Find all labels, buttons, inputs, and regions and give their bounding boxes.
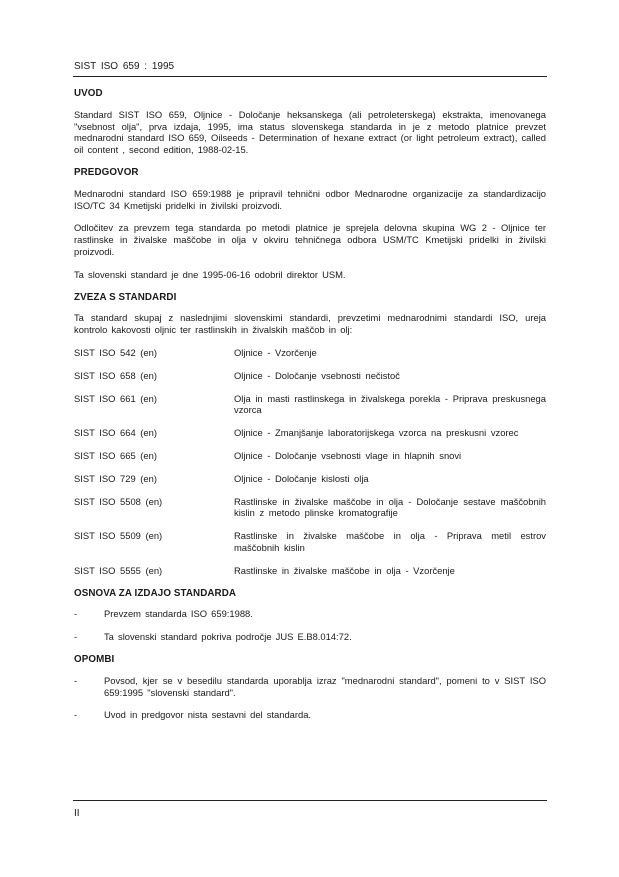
standard-row — [74, 450, 546, 462]
section-heading-osnova: OSNOVA ZA IZDAJO STANDARDA — [74, 587, 237, 599]
uvod-paragraph: Standard SIST ISO 659, Oljnice - Določanje heksanskega (ali petroleterskega) ekstrakta, imenovanega "vsebnost olja", prva izdaja, 1995, ima status slovenskega standarda in je z metodo platnice prevzet mednarodni standard ISO 659, Oilseeds - Determination of hexane extract (or light petroleum extract), called oil content , second edition, 1988-02-15. — [74, 108, 546, 156]
predgovor-paragraph: Ta slovenski standard je dne 1995-06-16 odobril direktor USM. — [74, 268, 346, 280]
standards-list — [74, 347, 546, 577]
standard-row — [74, 427, 546, 439]
list-item-text: Uvod in predgovor nista sestavni del standarda. — [104, 709, 312, 721]
standard-code: SIST ISO 5509 (en) — [74, 530, 163, 542]
bullet-dash: - — [74, 709, 78, 721]
list-item — [74, 631, 546, 643]
standard-title: Rastlinske in živalske maščobe in olja - Vzorčenje — [234, 564, 455, 576]
list-item-text: Ta slovenski standard pokriva področje JUS E.B8.014:72. — [104, 631, 352, 643]
section-heading-uvod: UVOD — [74, 88, 103, 99]
standard-row — [74, 565, 546, 577]
standard-row — [74, 347, 546, 359]
standard-title: Oljnice - Vzorčenje — [234, 346, 317, 358]
standard-title: Oljnice - Zmanjšanje laboratorijskega vzorca na preskusni vzorec — [234, 427, 519, 439]
bullet-dash: - — [74, 674, 78, 686]
predgovor-paragraph: Mednarodni standard ISO 659:1988 je pripravil tehnični odbor Mednarodne organizacije za standardizacijo ISO/TC 34 Kmetijski pridelki in živilski proizvodi. — [74, 187, 546, 211]
standard-code: SIST ISO 658 (en) — [74, 369, 157, 381]
predgovor-paragraph: Odločitev za prevzem tega standarda po metodi platnice je sprejela delovna skupina WG 2 - Oljnice ter rastlinske in živalske maščobe in olja v okviru tehničnega odbora USM/TC Kmetijski pridelki in živilski proizvodi. — [74, 222, 546, 257]
standard-code: SIST ISO 5555 (en) — [74, 564, 163, 576]
standard-code: SIST ISO 5508 (en) — [74, 495, 163, 507]
standard-code: SIST ISO 665 (en) — [74, 449, 157, 461]
footer-rule — [73, 800, 547, 801]
standard-row — [74, 473, 546, 485]
standard-code: SIST ISO 729 (en) — [74, 472, 157, 484]
standard-title: Oljnice - Določanje kislosti olja — [234, 472, 369, 484]
standard-title: Rastlinske in živalske maščobe in olja - Priprava metil estrov maščobnih kislin — [234, 530, 546, 553]
section-heading-zveza: ZVEZA S STANDARDI — [74, 291, 177, 303]
running-header: SIST ISO 659 : 1995 — [74, 61, 175, 72]
standard-row — [74, 530, 546, 554]
zveza-intro: Ta standard skupaj z naslednjimi slovenskimi standardi, prevzetimi mednarodnimi standardi ISO, ureja kontrolo kakovosti oljnic ter rastlinskih in živalskih maščob in olj: — [74, 312, 546, 336]
standard-row — [74, 496, 546, 520]
bullet-dash: - — [74, 631, 78, 643]
bullet-dash: - — [74, 608, 78, 620]
standard-title: Oljnice - Določanje vsebnosti vlage in hlapnih snovi — [234, 449, 462, 461]
list-item-text: Povsod, kjer se v besedilu standarda uporablja izraz "mednarodni standard", pomeni to v SIST ISO 659:1995 "slovenski standard". — [104, 674, 546, 698]
standard-title: Rastlinske in živalske maščobe in olja - Določanje sestave maščobnih kislin z metodo plinske kromatografije — [234, 495, 546, 519]
standard-row — [74, 370, 546, 382]
header-rule — [73, 76, 547, 77]
standard-title: Oljnice - Določanje vsebnosti nečistoč — [234, 369, 400, 381]
list-item — [74, 608, 546, 620]
list-item-text: Prevzem standarda ISO 659:1988. — [104, 608, 253, 620]
standard-code: SIST ISO 542 (en) — [74, 346, 157, 358]
standard-title: Olja in masti rastlinskega in živalskega porekla - Priprava preskusnega vzorca — [234, 392, 546, 416]
list-item — [74, 709, 546, 721]
section-heading-opombi: OPOMBI — [74, 653, 115, 665]
standard-row — [74, 393, 546, 417]
standard-code: SIST ISO 661 (en) — [74, 392, 157, 404]
page-content — [74, 88, 546, 732]
page-number: II — [74, 808, 80, 819]
standard-code: SIST ISO 664 (en) — [74, 427, 157, 439]
section-heading-predgovor: PREDGOVOR — [74, 166, 139, 178]
list-item — [74, 675, 546, 699]
